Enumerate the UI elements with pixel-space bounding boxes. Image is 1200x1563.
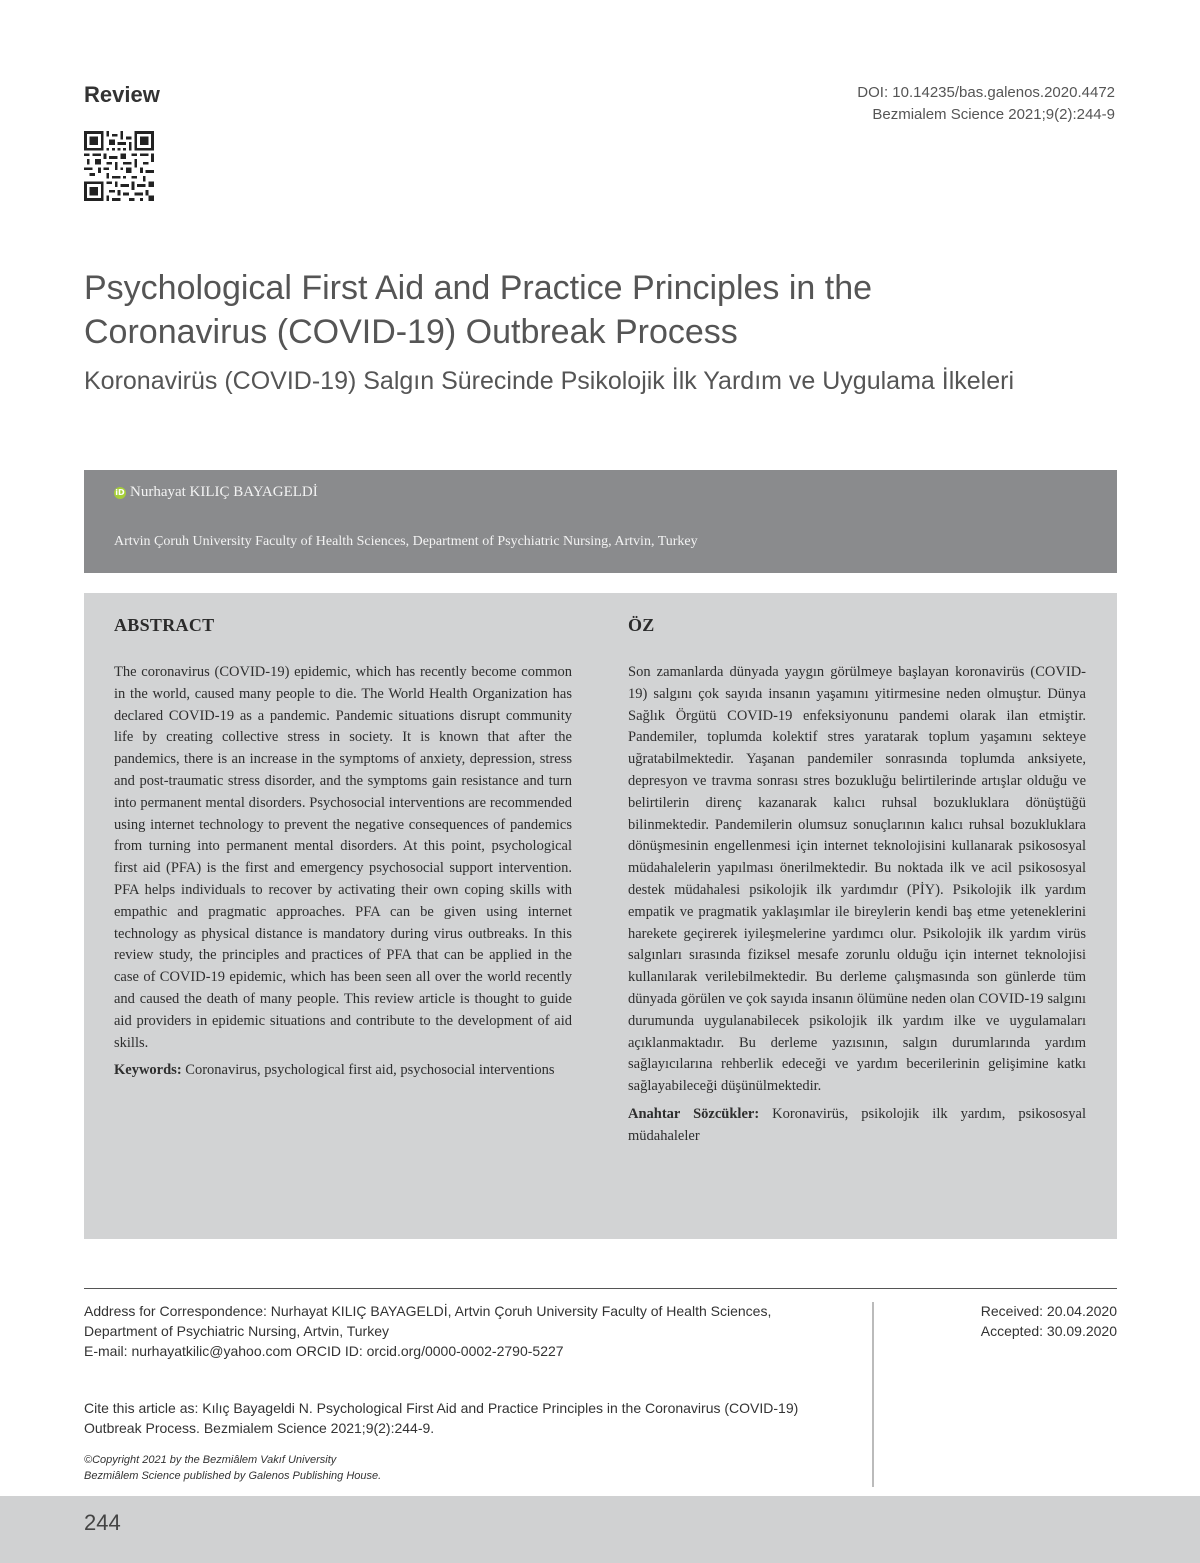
qr-code-icon bbox=[84, 131, 154, 201]
author-name-row bbox=[114, 484, 318, 501]
oz-heading: ÖZ bbox=[628, 615, 655, 635]
keywords-label: Keywords: bbox=[114, 1062, 182, 1079]
orcid-icon[interactable]: iD bbox=[115, 487, 125, 497]
cite-this-article: Cite this article as: Kılıç Bayageldi N. Psychological First Aid and Practice Principles in the Coronavirus (COVID-19) Outbreak Process. Bezmialem Science 2021;9(2):244-9. bbox=[84, 1400, 799, 1436]
abstract-turkish bbox=[628, 615, 1086, 1148]
page-number: 244 bbox=[84, 1510, 121, 1535]
copyright-line-2: Bezmiâlem Science published by Galenos Publishing House. bbox=[84, 1470, 382, 1482]
author-band bbox=[84, 470, 1117, 573]
abstract-text: The coronavirus (COVID-19) epidemic, which has recently become common in the world, caused many people to die. The World Health Organization has declared COVID-19 as a pandemic. Pandemic situations disrupt community life by creating collective stress in society. It is known that after the pandemics, there is an increase in the symptoms of anxiety, depression, stress and post-traumatic stress disorder, and the symptoms gain resistance and turn into permanent mental disorders. Psychosocial interventions are recommended using internet technology to prevent the negative consequences of pandemics from turning into permanent mental disorders. At this point, psychological first aid (PFA) is the first and emergency psychosocial support intervention. PFA helps individuals to recover by activating their own coping skills with empathic and pragmatic approaches. PFA can be given using internet technology as physical distance is mandatory during virus outbreaks. In this review study, the principles and practices of PFA that can be applied in the case of COVID-19 epidemic, which has been seen all over the world recently and caused the death of many people. This review article is thought to guide aid providers in epidemic situations and contribute to the development of aid skills. bbox=[114, 664, 572, 1051]
footer-column-divider bbox=[872, 1302, 874, 1487]
article-title-turkish: Koronavirüs (COVID-19) Salgın Sürecinde Psikolojik İlk Yardım ve Uygulama İlkeleri bbox=[84, 367, 1014, 395]
title-line-2: Coronavirus (COVID-19) Outbreak Process bbox=[84, 313, 738, 351]
abstract-heading: ABSTRACT bbox=[114, 615, 215, 635]
anahtar-sozcukler-text: Koronavirüs, psikolojik ilk yardım, psikososyal müdahaleler bbox=[628, 1105, 1086, 1144]
author-name: Nurhayat KILIÇ BAYAGELDİ bbox=[130, 484, 318, 500]
correspondence-address: Address for Correspondence: Nurhayat KILIÇ BAYAGELDİ, Artvin Çoruh University Faculty of Health Sciences, Department of Psychiatric Nursing, Artvin, Turkey bbox=[84, 1303, 772, 1339]
correspondence-block bbox=[84, 1301, 774, 1361]
copyright-line-1: ©Copyright 2021 by the Bezmiâlem Vakıf University bbox=[84, 1454, 337, 1466]
accepted-date: Accepted: 30.09.2020 bbox=[980, 1323, 1117, 1339]
keywords-text: Coronavirus, psychological first aid, psychosocial interventions bbox=[185, 1062, 555, 1079]
doi-text[interactable]: DOI: 10.14235/bas.galenos.2020.4472 bbox=[857, 84, 1115, 101]
title-line-1: Psychological First Aid and Practice Principles in the bbox=[84, 269, 873, 307]
anahtar-sozcukler bbox=[628, 1104, 1086, 1148]
abstract-english bbox=[114, 615, 572, 1082]
abstract-box bbox=[84, 593, 1117, 1239]
dates-block bbox=[981, 1301, 1117, 1341]
article-title-english bbox=[84, 266, 1124, 354]
footer-divider bbox=[84, 1288, 1117, 1289]
journal-citation: Bezmialem Science 2021;9(2):244-9 bbox=[872, 106, 1115, 123]
received-date: Received: 20.04.2020 bbox=[980, 1303, 1117, 1319]
page-footer-band bbox=[0, 1496, 1200, 1563]
correspondence-contact[interactable]: E-mail: nurhayatkilic@yahoo.com ORCID ID: orcid.org/0000-0002-2790-5227 bbox=[84, 1343, 564, 1359]
anahtar-sozcukler-label: Anahtar Sözcükler: bbox=[628, 1105, 760, 1122]
keywords bbox=[114, 1060, 572, 1082]
doi-block bbox=[857, 82, 1115, 126]
article-type-label: Review bbox=[84, 82, 160, 107]
copyright-notice bbox=[84, 1452, 381, 1484]
author-affiliation: Artvin Çoruh University Faculty of Health Sciences, Department of Psychiatric Nursing, Artvin, Turkey bbox=[114, 534, 698, 549]
oz-text: Son zamanlarda dünyada yaygın görülmeye başlayan koronavirüs (COVID-19) salgını çok sayıda insanın yaşamını yitirmesine neden olmuştur. Dünya Sağlık Örgütü COVID-19 enfeksiyonunu pandemi olarak ilan etmiştir. Pandemiler, toplumda kolektif stres yaratarak toplum yaşamını sekteye uğratabilmektedir. Yaşanan pandemiler sonrasında toplumda anksiyete, depresyon ve travma sonrası stres bozukluğu belirtilerinde artışlar olduğu ve belirtilerin direnç kazanarak kalıcı ruhsal bozukluklara dönüştüğü bilinmektedir. Pandemilerin olumsuz sonuçlarının kalıcı ruhsal bozukluklara dönüşmesinin engellenmesi için internet teknolojisini kullanarak psikososyal müdahalelerin yapılması önerilmektedir. Bu noktada ilk ve acil psikososyal destek müdahalesi psikolojik ilk yardımdır (PİY). Psikolojik ilk yardım empatik ve pragmatik yaklaşımlar ile bireylerin kendi baş etme yeteneklerini harekete geçirerek iyileşmelerine yardımcı olur. Psikolojik ilk yardım virüs salgınları sırasında fiziksel mesafe zorunlu olduğu için internet teknolojisi kullanılarak verilebilmektedir. Bu derleme çalışmasında son günlerde tüm dünyada görülen ve çok sayıda insanın ölümüne neden olan COVID-19 salgını durumunda uygulanabilecek psikolojik ilk yardım ilke ve uygulamaları açıklanmaktadır. Bu derleme yazısının, salgın durumlarında yardım sağlayıcılarına rehberlik edeceği ve yardım becerilerinin gelişimine katkı sağlayabileceği düşünülmektedir. bbox=[628, 664, 1086, 1095]
